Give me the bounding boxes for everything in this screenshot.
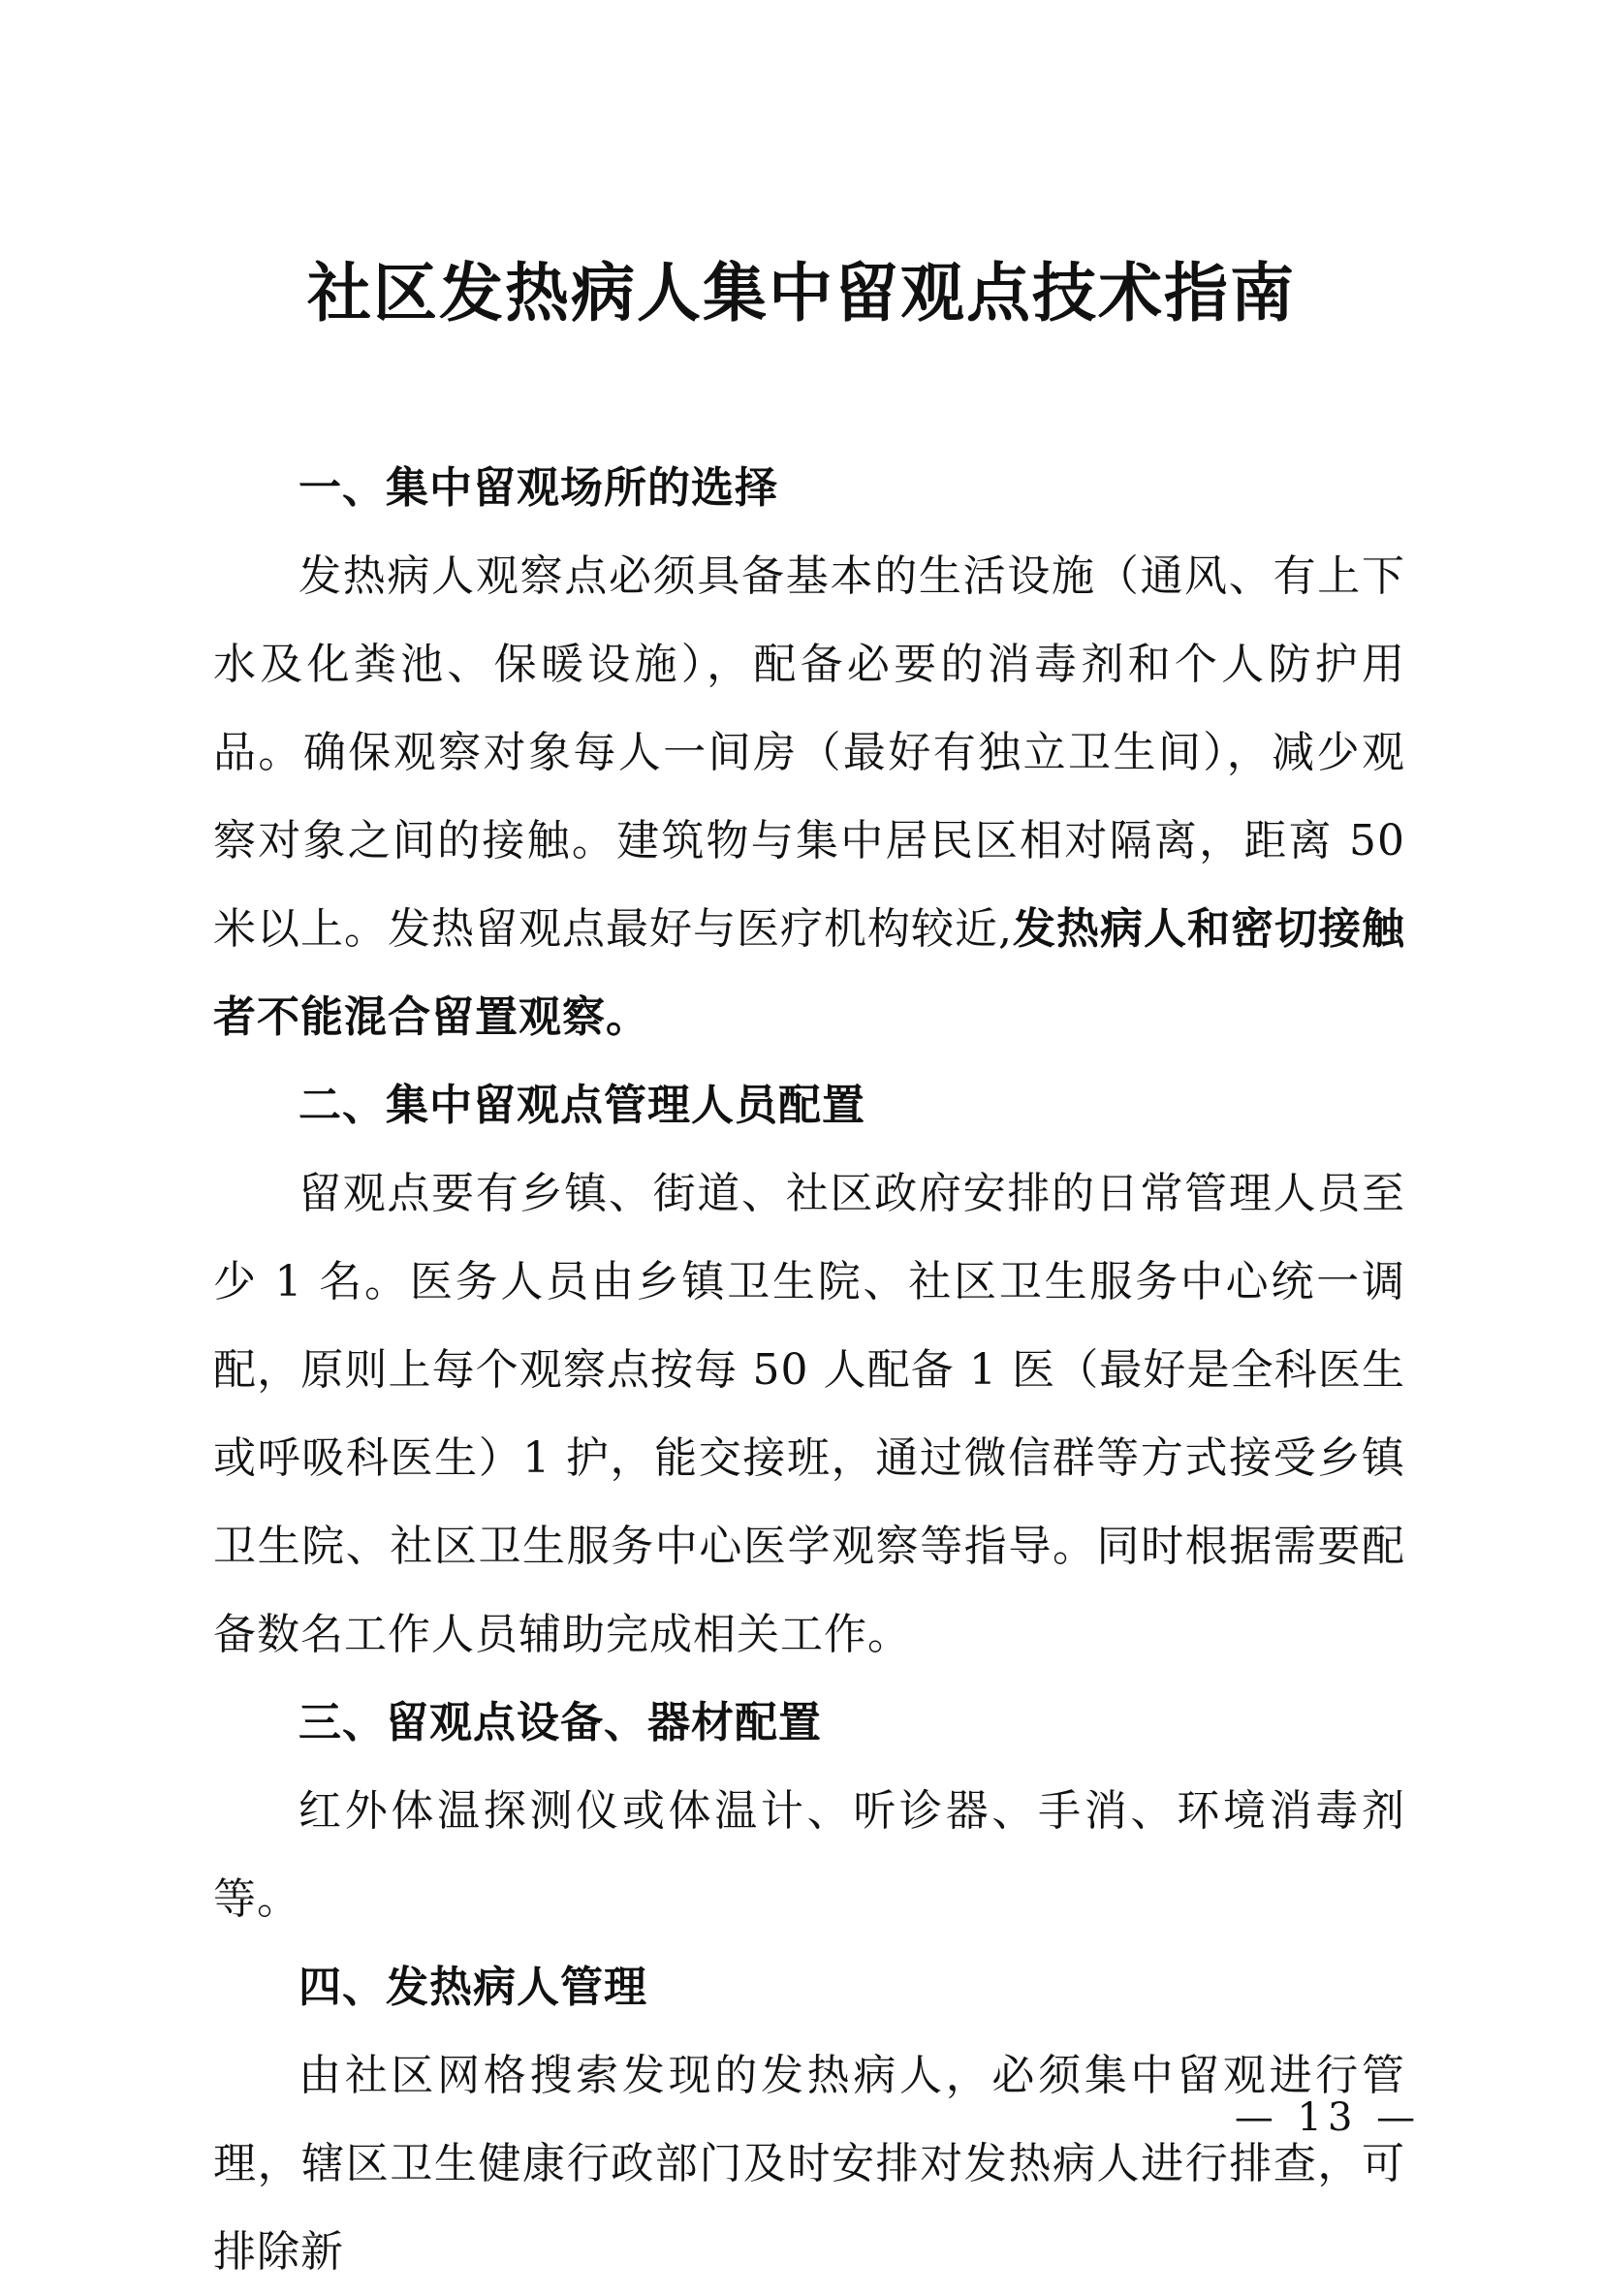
section-paragraph-4: 由社区网格搜索发现的发热病人，必须集中留观进行管理，辖区卫生健康行政部门及时安排对发热病人进行排查，可排除新 [213,2051,1405,2277]
section-heading-4: 四、发热病人管理 [299,1963,647,2012]
section-heading-3: 三、留观点设备、器材配置 [299,1698,822,1747]
section-paragraph-1 [213,532,1405,1061]
paragraph-text: 发热病人观察点必须具备基本的生活设施（通风、有上下水及化粪池、保暖设施），配备必要的消毒剂和个人防护用品。确保观察对象每人一间房（最好有独立卫生间），减少观察对象之间的接触。建筑物与集中居民区相对隔离，距离 50 米以上。发热留观点最好与医疗机构较近, [213,551,1405,954]
document-body [213,444,1405,2296]
section-heading-2: 二、集中留观点管理人员配置 [299,1081,865,1130]
page-number: — 13 — [1234,2095,1422,2140]
section-paragraph-2: 留观点要有乡镇、街道、社区政府安排的日常管理人员至少 1 名。医务人员由乡镇卫生院、社区卫生服务中心统一调配，原则上每个观察点按每 50 人配备 1 医（最好是全科医生或呼吸科医生）1 护，能交接班，通过微信群等方式接受乡镇卫生院、社区卫生服务中心医学观察等指导。同时根据需要配备数名工作人员辅助完成相关工作。 [213,1169,1405,1659]
section-heading-1: 一、集中留观场所的选择 [299,463,778,513]
document-title: 社区发热病人集中留观点技术指南 [307,256,1296,330]
section-paragraph-3: 红外体温探测仪或体温计、听诊器、手消、环境消毒剂等。 [213,1786,1405,1924]
emphasized-text: 发热病人和密切接触者不能混合留置观察。 [213,904,1405,1042]
